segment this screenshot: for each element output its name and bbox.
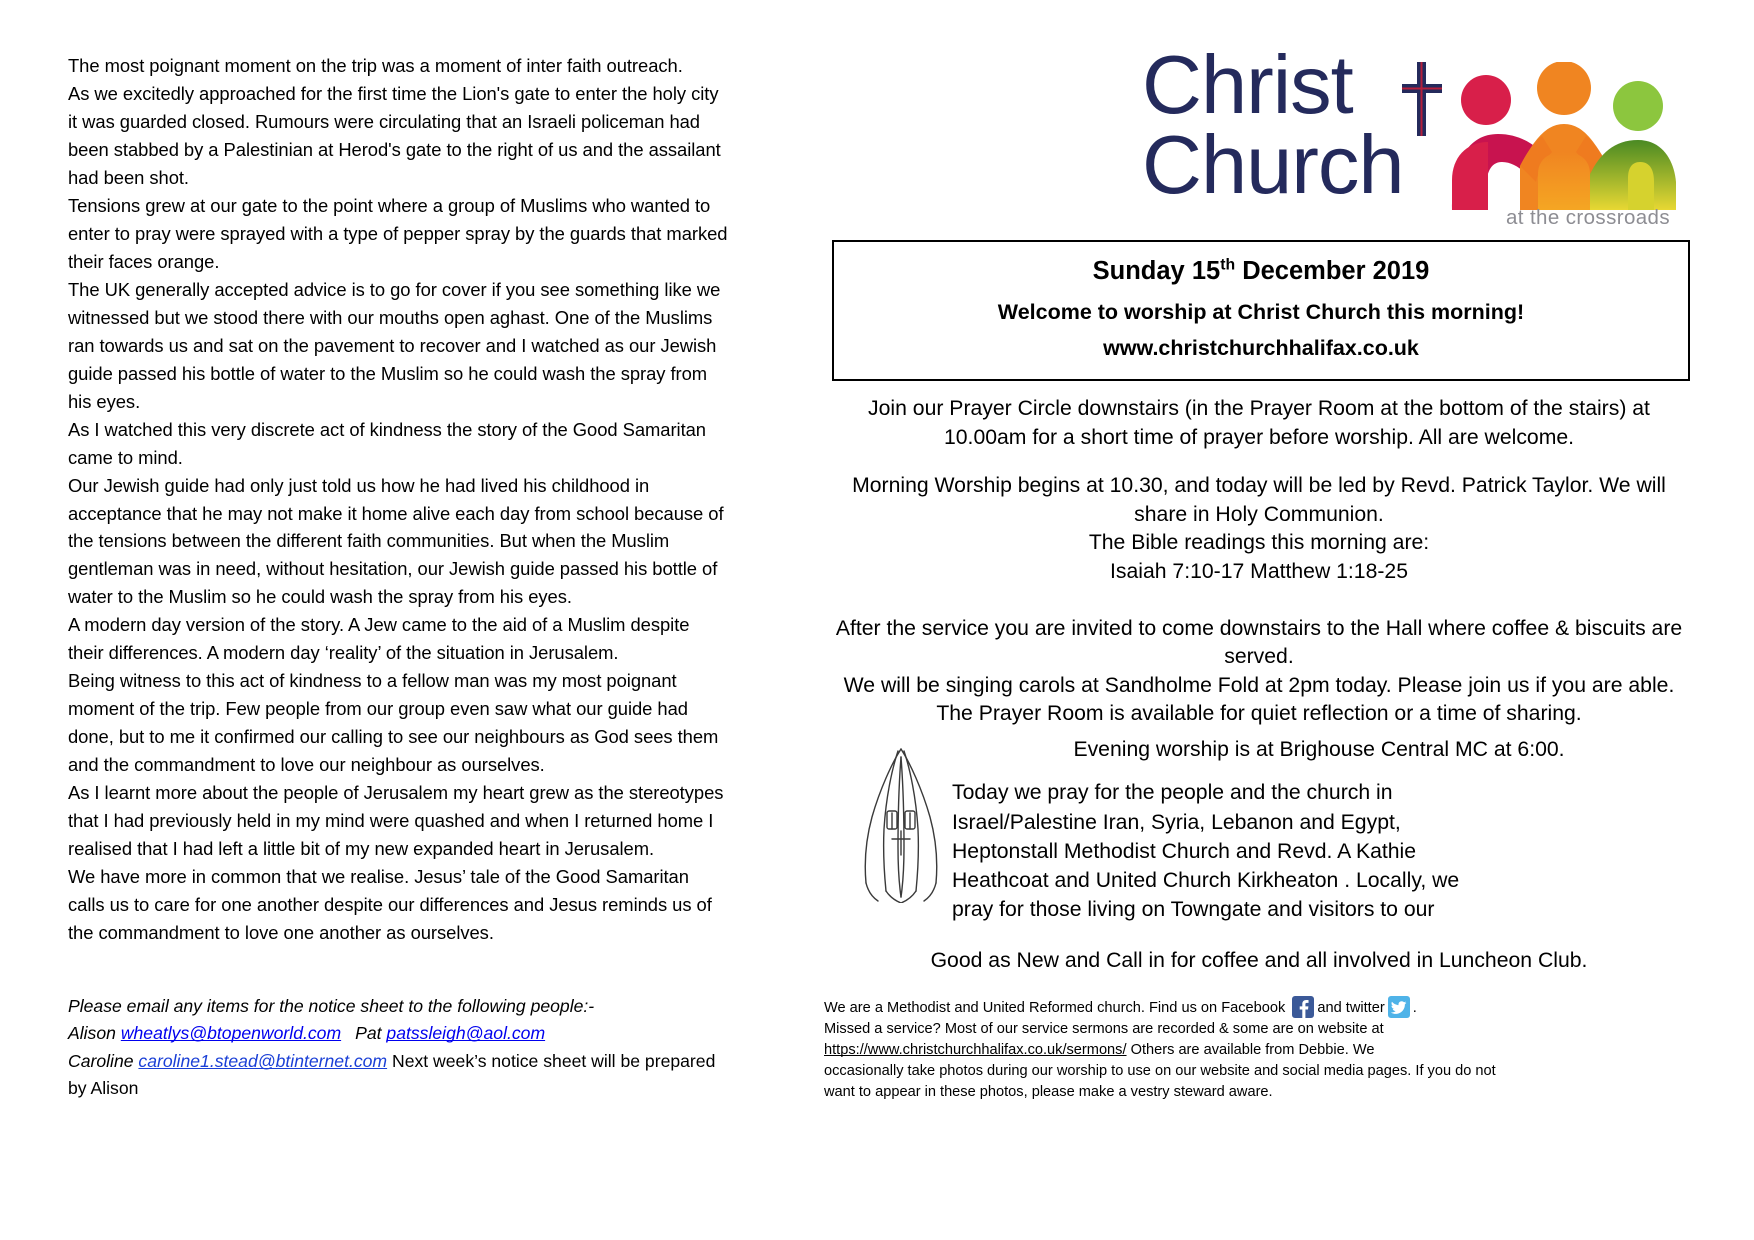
story-paragraph: Tensions grew at our gate to the point where a group of Muslims who wanted to enter to pray were sprayed with a type of pepper spray by the guards that marked their faces orange. [68, 194, 728, 272]
story-paragraph: As I learnt more about the people of Jerusalem my heart grew as the stereotypes that I had previously held in my mind were quashed and when I returned home I realised that I had left a little bit of my new expanded heart in Jerusalem. [68, 782, 724, 860]
right-column [728, 38, 1694, 1220]
story-paragraph: Our Jewish guide had only just told us how he had lived his childhood in acceptance that he may not make it home alive each day from school because of the tensions between the different faith communities. But when the Muslim gentleman was in need, without hesitation, our Jewish guide passed his bottle of water to the Muslim so he could wash the spray from his eyes. [68, 474, 724, 608]
evening-worship-notice: Evening worship is at Brighouse Central MC at 6:00. [1073, 738, 1565, 762]
contact-intro: Please email any items for the notice sheet to the following people:- [68, 996, 595, 1016]
footer-twitter-intro: and twitter [1317, 1000, 1385, 1017]
contact-row-1 [68, 1020, 728, 1047]
logo-line-christ: Christ [1142, 38, 1353, 131]
footer-line-1-end: . [1412, 1000, 1417, 1017]
email-link-alison[interactable]: wheatlys@btopenworld.com [120, 1023, 342, 1044]
story-paragraph: As we excitedly approached for the first time the Lion's gate to enter the holy city it was guarded closed. Rumours were circulating that an Israeli policeman had been stabbed by a Palestinian at Herod's gate to the right of us and the assailant had been shot. [68, 82, 721, 188]
footer-notes [824, 996, 1694, 1103]
story-paragraph: We have more in common that we realise. Jesus’ tale of the Good Samaritan calls us to care for one another despite our differences and Jesus reminds us of the commandment to love one another as ourselves. [68, 866, 712, 944]
prayer-line: Today we pray for the people and the church in [952, 781, 1393, 805]
footer-line-2: Missed a service? Most of our service sermons are recorded & some are on website at [824, 1021, 1384, 1038]
service-date [844, 255, 1678, 289]
prayer-line-last: Good as New and Call in for coffee and all involved in Luncheon Club. [930, 948, 1588, 972]
twitter-icon[interactable] [1388, 996, 1410, 1018]
story-paragraph: Being witness to this act of kindness to a fellow man was my most poignant moment of the trip. Few people from our group even saw what our guide had done, but to me it confirmed our calling to see our neighbours as God sees them and the commandment to love our neighbour as ourselves. [68, 670, 719, 776]
contact-name-pat: Pat [355, 1023, 382, 1044]
email-link-caroline[interactable]: caroline1.stead@btinternet.com [138, 1050, 388, 1071]
footer-line-1 [824, 996, 1688, 1019]
email-link-pat[interactable]: patssleigh@aol.com [386, 1023, 546, 1044]
footer-line-4: occasionally take photos during our worship to use on our website and social media pages. If you do not [824, 1063, 1496, 1080]
prayer-line: pray for those living on Towngate and visitors to our [952, 898, 1435, 922]
prayer-line: Heptonstall Methodist Church and Revd. A Kathie [952, 839, 1417, 863]
logo-line-church: Church [1142, 118, 1404, 212]
bible-readings-label: The Bible readings this morning are: [1088, 531, 1430, 555]
welcome-message: Welcome to worship at Christ Church this morning! [997, 299, 1525, 324]
prayer-circle-notice: Join our Prayer Circle downstairs (in the Prayer Room at the bottom of the stairs) at 10.00am for a short time of prayer before worship. All are welcome. [868, 396, 1650, 449]
footer-line-5: want to appear in these photos, please make a vestry steward aware. [824, 1084, 1273, 1101]
story-paragraph: The UK generally accepted advice is to go for cover if you see something like we witnessed but we stood there with our mouths open aghast. One of the Muslims ran towards us and sat on the pavement to recover and I watched as our Jewish guide passed his bottle of water to the Muslim so he could wash the spray from his eyes. [68, 278, 721, 412]
logo-wordmark [1142, 38, 1404, 212]
church-logo [824, 38, 1694, 230]
carols-notice: We will be singing carols at Sandholme Fold at 2pm today. Please join us if you are able. [843, 673, 1675, 697]
praying-hands-icon [842, 743, 960, 903]
contact-block [68, 993, 728, 1102]
logo-tagline: at the crossroads [1505, 206, 1670, 229]
bible-readings: Isaiah 7:10-17 Matthew 1:18-25 [1110, 560, 1408, 584]
date-welcome-box [832, 240, 1690, 381]
story-paragraph: The most poignant moment on the trip was a moment of inter faith outreach. [68, 55, 683, 76]
cross-icon [1400, 62, 1444, 136]
prayer-section [824, 735, 1694, 975]
prayer-line: Israel/Palestine Iran, Syria, Lebanon and Egypt, [952, 810, 1401, 834]
facebook-icon[interactable] [1292, 996, 1314, 1018]
story-paragraph: As I watched this very discrete act of kindness the story of the Good Samaritan came to mind. [68, 418, 706, 468]
church-website[interactable]: www.christchurchhalifax.co.uk [1103, 336, 1419, 361]
three-people-icon [1442, 62, 1680, 210]
footer-social-intro: We are a Methodist and United Reformed church. Find us on Facebook [824, 1000, 1286, 1017]
service-information [824, 395, 1694, 729]
story-article [68, 52, 728, 947]
prayer-line: Heathcoat and United Church Kirkheaton . Locally, we [952, 869, 1460, 893]
date-ordinal-suffix: th [1220, 256, 1236, 274]
contact-name-alison: Alison [68, 1023, 116, 1044]
date-prefix: Sunday 15 [1092, 257, 1221, 285]
prayer-room-notice: The Prayer Room is available for quiet reflection or a time of sharing. [936, 702, 1582, 726]
contact-row-2 [68, 1048, 728, 1103]
sermons-link[interactable]: https://www.christchurchhalifax.co.uk/sermons/ [824, 1042, 1127, 1059]
date-rest: December 2019 [1235, 257, 1430, 285]
contact-name-caroline: Caroline [68, 1050, 134, 1071]
morning-worship-notice: Morning Worship begins at 10.30, and today will be led by Revd. Patrick Taylor. We will share in Holy Communion. [852, 474, 1666, 526]
next-week-note: Next week’s notice sheet will be prepared by Alison [68, 1050, 716, 1098]
left-column [68, 44, 728, 1220]
after-service-notice: After the service you are invited to come downstairs to the Hall where coffee & biscuits are served. [835, 616, 1683, 669]
story-paragraph: A modern day version of the story. A Jew came to the aid of a Muslim despite their differences. A modern day ‘reality’ of the situation in Jerusalem. [68, 614, 690, 664]
footer-line-3-rest: Others are available from Debbie. We [1130, 1042, 1375, 1059]
footer-line-3 [824, 1040, 1688, 1061]
